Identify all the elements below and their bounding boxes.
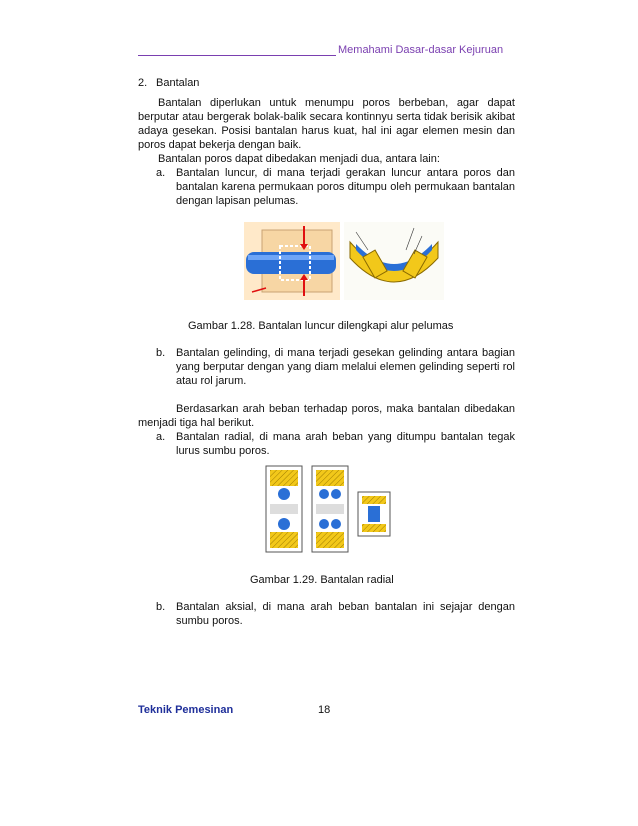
page-body-3 bbox=[138, 600, 515, 628]
figure-bantalan-luncur bbox=[244, 222, 444, 300]
list-item bbox=[138, 346, 515, 388]
list-marker: b. bbox=[156, 347, 166, 359]
page-body bbox=[138, 76, 515, 208]
page-header bbox=[138, 44, 510, 60]
paragraph-3: Berdasarkan arah beban terhadap poros, maka bantalan dibedakan menjadi tiga hal berikut. bbox=[138, 403, 515, 429]
list-item bbox=[138, 166, 515, 208]
list-text: Bantalan gelinding, di mana terjadi gesekan gelinding antara bagian yang berputar dengan yang diam melalui elemen gelinding seperti rol atau rol jarum. bbox=[176, 347, 515, 387]
list-text: Bantalan radial, di mana arah beban yang ditumpu bantalan tegak lurus sumbu poros. bbox=[176, 431, 515, 457]
figure-bantalan-radial bbox=[256, 462, 396, 556]
list-marker: a. bbox=[156, 431, 166, 443]
sliding-bearing-illustration bbox=[244, 222, 444, 300]
list-marker: a. bbox=[156, 167, 166, 179]
paragraph-1: Bantalan diperlukan untuk menumpu poros berbeban, agar dapat berputar atau bergerak bolak-balik secara kontinnyu serta tidak berisik akibat adaya gesekan. Posisi bantalan harus kuat, hal ini agar elemen mesin dan poros dapat bekerja dengan baik. bbox=[138, 97, 515, 151]
footer-title: Teknik Pemesinan bbox=[138, 704, 234, 716]
header-rule bbox=[138, 55, 336, 56]
list-text: Bantalan luncur, di mana terjadi gerakan luncur antara poros dan bantalan karena permukaan poros ditumpu oleh permukaan bantalan dengan lapisan pelumas. bbox=[176, 167, 515, 207]
list-text: Bantalan aksial, di mana arah beban bantalan ini sejajar dengan sumbu poros. bbox=[176, 601, 515, 627]
figure-1-28-caption: Gambar 1.28. Bantalan luncur dilengkapi alur pelumas bbox=[188, 320, 454, 332]
section-title: Bantalan bbox=[156, 77, 200, 89]
radial-bearing-illustration bbox=[256, 462, 396, 556]
page-number: 18 bbox=[318, 704, 331, 716]
section-number: 2. bbox=[138, 77, 148, 89]
figure-1-29-caption: Gambar 1.29. Bantalan radial bbox=[250, 574, 394, 586]
list-item bbox=[138, 600, 515, 628]
paragraph-2: Bantalan poros dapat dibedakan menjadi dua, antara lain: bbox=[158, 153, 440, 165]
section-heading bbox=[138, 76, 515, 90]
list-marker: b. bbox=[156, 601, 166, 613]
header-title: Memahami Dasar-dasar Kejuruan bbox=[338, 44, 504, 56]
page-body-2 bbox=[138, 346, 515, 458]
list-item bbox=[138, 430, 515, 458]
